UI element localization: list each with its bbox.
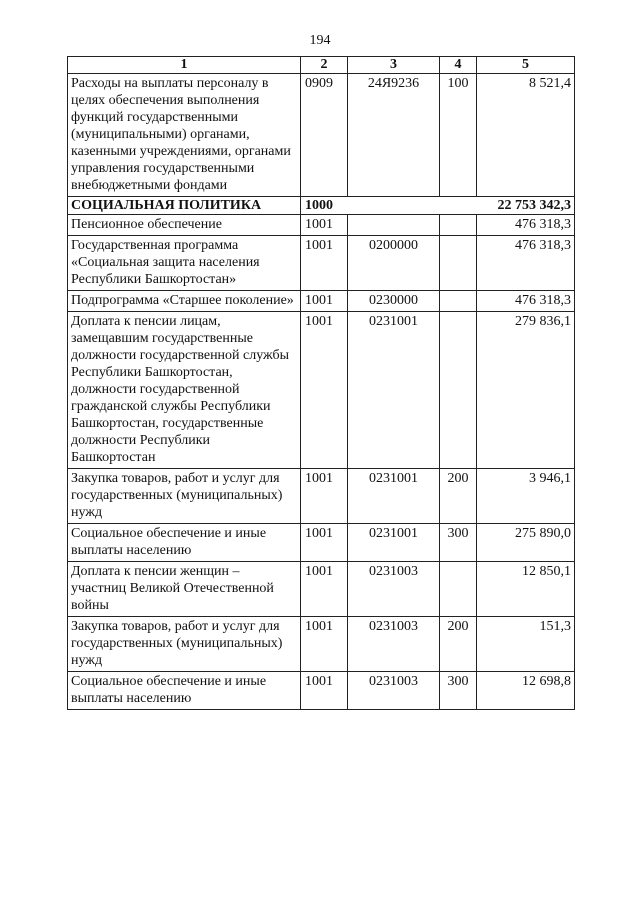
table-row	[68, 291, 575, 312]
page-number: 194	[309, 33, 331, 48]
row-article: 0231003	[348, 562, 440, 617]
row-expense-type: 300	[440, 524, 477, 562]
table-row-section-heading	[68, 197, 575, 215]
table-row	[68, 236, 575, 291]
row-expense-type	[440, 197, 477, 215]
row-expense-type	[440, 215, 477, 236]
row-amount: 476 318,3	[477, 236, 575, 291]
row-name: Социальное обеспечение и иные выплаты населению	[68, 672, 301, 710]
table-row	[68, 74, 575, 197]
row-article: 0231001	[348, 469, 440, 524]
row-article: 24Я9236	[348, 74, 440, 197]
row-expense-type: 200	[440, 469, 477, 524]
row-amount: 275 890,0	[477, 524, 575, 562]
row-amount: 8 521,4	[477, 74, 575, 197]
row-section: 1001	[301, 672, 348, 710]
header-col-3: 3	[348, 57, 440, 74]
row-section: 0909	[301, 74, 348, 197]
row-section: 1001	[301, 524, 348, 562]
table-row	[68, 469, 575, 524]
header-col-5: 5	[477, 57, 575, 74]
row-name: Пенсионное обеспечение	[68, 215, 301, 236]
budget-table	[67, 56, 575, 710]
row-expense-type: 300	[440, 672, 477, 710]
row-section: 1001	[301, 469, 348, 524]
row-section: 1000	[301, 197, 348, 215]
table-row	[68, 312, 575, 469]
row-article: 0231003	[348, 672, 440, 710]
table-row	[68, 215, 575, 236]
row-expense-type: 200	[440, 617, 477, 672]
row-article: 0231003	[348, 617, 440, 672]
row-name: Доплата к пенсии женщин – участниц Великой Отечественной войны	[68, 562, 301, 617]
row-name: Доплата к пенсии лицам, замещавшим государственные должности государственной службы Республики Башкортостан, должности государственной гражданской службы Республики Башкортостан, государственные должности Республики Башкортостан	[68, 312, 301, 469]
table-row	[68, 524, 575, 562]
header-col-4: 4	[440, 57, 477, 74]
row-expense-type: 100	[440, 74, 477, 197]
row-amount: 12 698,8	[477, 672, 575, 710]
row-section: 1001	[301, 562, 348, 617]
row-section: 1001	[301, 291, 348, 312]
header-col-1: 1	[68, 57, 301, 74]
table-row	[68, 562, 575, 617]
row-name: Расходы на выплаты персоналу в целях обеспечения выполнения функций государственными (муниципальными) органами, казенными учреждениями, органами управления государственными внебюджетными фондами	[68, 74, 301, 197]
row-expense-type	[440, 312, 477, 469]
row-expense-type	[440, 562, 477, 617]
table-header-row	[68, 57, 575, 74]
row-name: Закупка товаров, работ и услуг для государственных (муниципальных) нужд	[68, 617, 301, 672]
row-amount: 22 753 342,3	[477, 197, 575, 215]
row-expense-type	[440, 291, 477, 312]
row-name: Закупка товаров, работ и услуг для государственных (муниципальных) нужд	[68, 469, 301, 524]
row-name: Социальное обеспечение и иные выплаты населению	[68, 524, 301, 562]
row-section: 1001	[301, 312, 348, 469]
row-section: 1001	[301, 617, 348, 672]
row-amount: 476 318,3	[477, 291, 575, 312]
row-name: Подпрограмма «Старшее поколение»	[68, 291, 301, 312]
row-amount: 476 318,3	[477, 215, 575, 236]
row-name: Государственная программа «Социальная защита населения Республики Башкортостан»	[68, 236, 301, 291]
row-amount: 3 946,1	[477, 469, 575, 524]
row-amount: 279 836,1	[477, 312, 575, 469]
row-section: 1001	[301, 215, 348, 236]
row-expense-type	[440, 236, 477, 291]
row-article: 0231001	[348, 312, 440, 469]
row-amount: 12 850,1	[477, 562, 575, 617]
row-article: 0230000	[348, 291, 440, 312]
row-article: 0231001	[348, 524, 440, 562]
table-row	[68, 672, 575, 710]
header-col-2: 2	[301, 57, 348, 74]
row-article	[348, 215, 440, 236]
row-article	[348, 197, 440, 215]
row-name: СОЦИАЛЬНАЯ ПОЛИТИКА	[68, 197, 301, 215]
row-section: 1001	[301, 236, 348, 291]
row-article: 0200000	[348, 236, 440, 291]
table-row	[68, 617, 575, 672]
row-amount: 151,3	[477, 617, 575, 672]
